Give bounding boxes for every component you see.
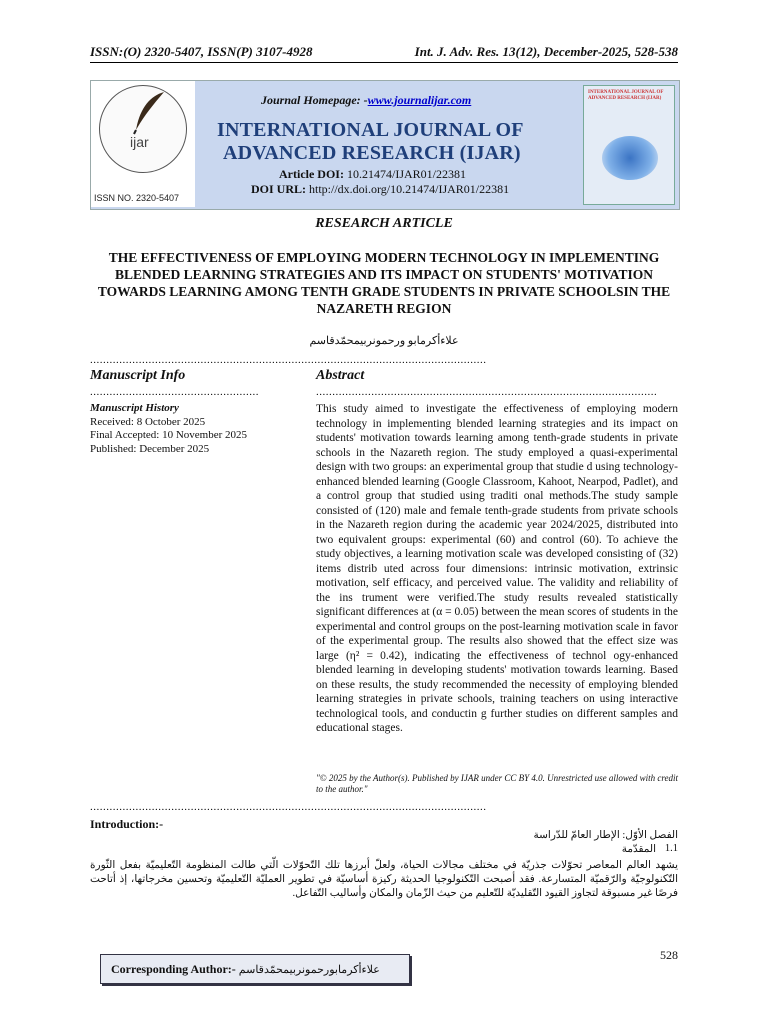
quill-icon xyxy=(130,90,170,134)
logo-panel xyxy=(91,81,195,207)
issn-line: ISSN:(O) 2320-5407, ISSN(P) 3107-4928 xyxy=(90,44,313,59)
paper-title: THE EFFECTIVENESS OF EMPLOYING MODERN TECHNOLOGY IN IMPLEMENTING BLENDED LEARNING STRATEGIES AND ITS IMPACT ON STUDENTS' MOTIVATION TOWARDS LEARNING AMONG TENTH GRADE STUDENTS IN PRIVATE SCHOOLSIN THE NAZARETH REGION xyxy=(97,250,671,316)
cover-title: INTERNATIONAL JOURNAL OF ADVANCED RESEARCH (IJAR) xyxy=(588,90,664,101)
page-number: 528 xyxy=(660,948,678,962)
published-date: Published: December 2025 xyxy=(90,442,210,455)
divider: .................................................... xyxy=(90,386,259,398)
introduction-heading: Introduction:- xyxy=(90,817,164,831)
doi-url-link[interactable]: http://dx.doi.org/10.21474/IJAR01/22381 xyxy=(309,182,510,196)
abstract-heading: Abstract xyxy=(316,368,365,383)
article-doi: 10.21474/IJAR01/22381 xyxy=(346,167,466,181)
abstract-text: This study aimed to investigate the effectiveness of employing modern technology in implementing blended learning strategies and its impact on students' motivation towards learning among tenth-grade students in private schools in the Nazareth region. The study employed a quasi-experimental design with two groups: an experimental group that studie d using technology-enhanced blended learning (Google Classroom, Kahoot, Nearpod, Padlet), and a control group that studied using traditi onal methods.The study sample consisted of (120) male and female tenth-grade students from private schools in the Nazareth region during the academic year 2024/2025, distributed into two equivalent groups: experimental (60) and control (60). To achieve the study objectives, a learning motivation scale was developed consisting of (32) items distrib uted across four dimensions: intrinsic motivation, extrinsic motivation, self efficacy, and perceived value. The validity and reliability of the ins trument were verified.The study results revealed statistically significant differences at (α = 0.05) between the mean scores of students in the experimental and control groups on the post-learning motivation scale in favor of the experimental group. The results also showed that the effect size was large (η² = 0.42), indicating the effectiveness of technol ogy-enhanced blended learning in developing students' motivation towards learning. Based on these results, the study recommended the necessity of employing blended learning strategies in private schools, training teachers on using interactive technological tools, and conductin g further studies on different samples and educational stages. xyxy=(316,403,678,734)
journal-title: INTERNATIONAL JOURNAL OF ADVANCED RESEARCH (IJAR) xyxy=(217,119,524,164)
journal-homepage: Journal Homepage: -www.journalijar.com xyxy=(261,93,472,107)
issn-number: ISSN NO. 2320-5407 xyxy=(94,193,180,203)
corresponding-author-name: علاءأكرمابورحمونربيمحمّدقاسم xyxy=(238,964,380,976)
ijar-logo xyxy=(99,85,187,173)
intro-paragraph: يشهد العالم المعاصر تحوّلات جذريّة في مختلف مجالات الحياة، ولعلّ أبرزها تلك التّحوّلات الّتي طالت المنظومة التّعليميّة بفعل الثّورة التّكنولوجيّة والرّقميّة المتسارعة. فقد أصبحت التّكنولوجيا الحديثة ركيزة أساسيّة في تطوير العمليّة التّعليميّة وتحسين مخرجاتها، إذ أتاحت فرصًا غير مسبوقة لتجاوز القيود التّقليديّة للتّعليم من حيث الزّمان والمكان وأساليب التّفاعل. xyxy=(90,860,678,899)
received-date: Received: 8 October 2025 xyxy=(90,415,206,428)
journal-cover-thumbnail xyxy=(583,85,675,205)
divider: .......................................................................................................................... xyxy=(90,354,487,366)
section-title: المقدّمة xyxy=(621,844,656,855)
logo-text: ijar xyxy=(130,134,149,150)
chapter-heading: الفصل الأوّل: الإطار العامّ للدّراسة xyxy=(533,830,678,841)
article-type: RESEARCH ARTICLE xyxy=(315,216,453,231)
homepage-link[interactable]: www.journalijar.com xyxy=(367,93,472,107)
journal-banner xyxy=(90,80,680,210)
corresponding-author-box xyxy=(100,954,410,984)
doi-block: Article DOI: 10.21474/IJAR01/22381 DOI URL: http://dx.doi.org/10.21474/IJAR01/22381 xyxy=(251,167,510,196)
license-statement: "© 2025 by the Author(s). Published by IJAR under CC BY 4.0. Unrestricted use allowed with credit to the author." xyxy=(316,773,678,794)
divider: ......................................................................................................... xyxy=(316,386,658,398)
manuscript-info-heading: Manuscript Info xyxy=(90,368,186,383)
corresponding-author-label: Corresponding Author:- xyxy=(111,962,236,976)
section-number: 1.1 xyxy=(664,843,678,854)
author-names: علاءأكرمابو ورحمونربيمحمّدقاسم xyxy=(309,335,459,347)
accepted-date: Final Accepted: 10 November 2025 xyxy=(90,429,248,441)
divider: .......................................................................................................................... xyxy=(90,801,487,813)
citation-line: Int. J. Adv. Res. 13(12), December-2025, 528-538 xyxy=(414,44,678,59)
cover-graphic xyxy=(602,136,658,180)
journal-header xyxy=(90,44,678,63)
manuscript-history: Manuscript History Received: 8 October 2025 Final Accepted: 10 November 2025 Published: December 2025 xyxy=(90,402,248,455)
